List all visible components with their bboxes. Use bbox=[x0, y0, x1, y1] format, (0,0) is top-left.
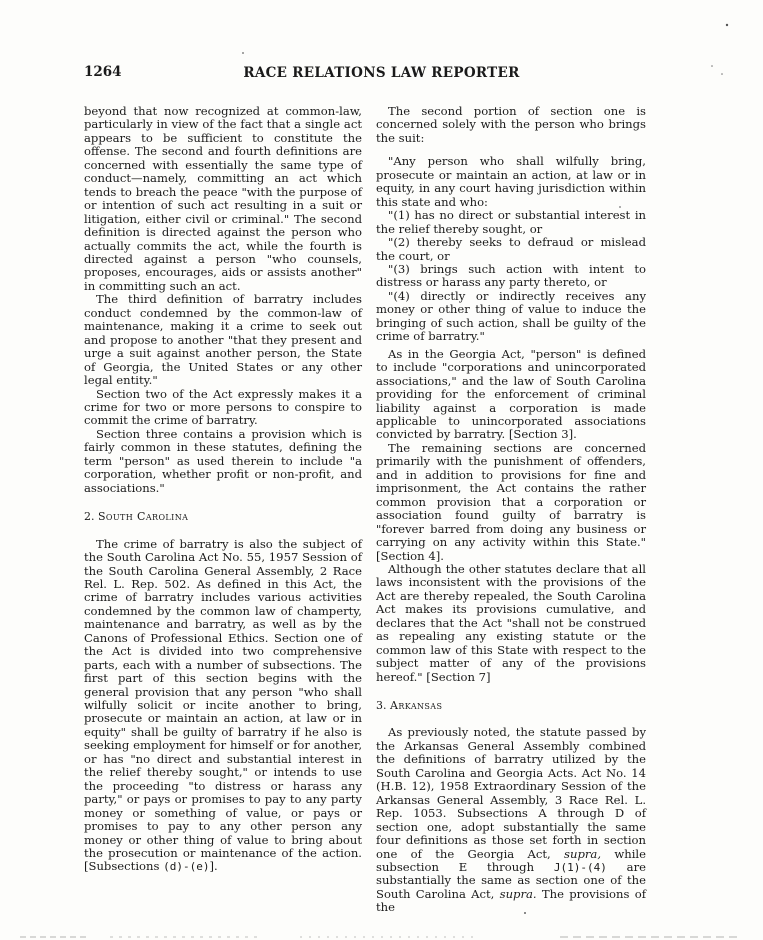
paragraph-text: As previously noted, the statute passed by the Arkansas General Assembly combined the definitions of barratry utilized by the South Carolina and Georgia Acts. Act No. 14 (H.B. 12), 1958 Extraordinary Session of the Arkansas General Assembly, 3 Race Rel. L. Rep. 1053. Subsections A through D of section one, adopt substantially the same four definitions as those set forth in section one of the Georgia Act, bbox=[376, 725, 646, 861]
paragraph: The remaining sections are concerned primarily with the punishment of offenders, and in addition to provisions for fine and imprisonment, the Act contains the rather common provision that a corporation or association found guilty of barratry is "forever barred from doing any business or carrying on any activity within this State." [Section 4]. bbox=[376, 440, 646, 563]
paragraph: Although the other statutes declare that all laws inconsistent with the provisions of the Act are thereby repealed, the South Carolina Act makes its provisions cumulative, and declares that the Act "shall not be construed as repealing any existing statute or the common law of this State with respect to the subject matter of any of the provisions hereof." [Section 7] bbox=[376, 561, 646, 684]
paragraph-text: while subsection E through bbox=[376, 846, 646, 875]
scan-speck bbox=[726, 24, 728, 26]
running-title: RACE RELATIONS LAW REPORTER bbox=[243, 65, 520, 81]
paragraph: Section two of the Act expressly makes it a crime for two or more persons to conspire to commit the crime of barratry. bbox=[84, 386, 362, 428]
block-quote bbox=[376, 155, 646, 343]
paragraph: beyond that now recognized at common-law, particularly in view of the fact that a single act appears to be sufficient to constitute the offense. The second and fourth definitions are concerned with essentially the same type of conduct—namely, committing an act which tends to breach the peace "with the purpose of or intention of such act resulting in a suit or litigation, either civil or criminal." The second definition is directed against the person who actually commits the act, while the fourth is directed against a person "who counsels, proposes, encourages, aids or assists another" in committing such an act. bbox=[84, 104, 362, 293]
section-title: Arkansas bbox=[390, 699, 443, 713]
paragraph: As in the Georgia Act, "person" is defined to include "corporations and unincorporated associations," and the law of South Carolina providing for the enforcement of criminal liability against a corporation is made applicable to unincorporated associations convicted by barratry. [Section 3]. bbox=[376, 346, 646, 442]
paragraph-text: The crime of barratry is also the subject of the South Carolina Act No. 55, 1957 Session of the South Carolina General Assembly, 2 Race Rel. L. Rep. 502. As defined in this Act, the crime of barratry includes various activities condemned by the common law of champerty, maintenance and barratry, as well as by the Canons of Professional Ethics. Section one of the Act is divided into two comprehensive parts, each with a number of subsections. The first part of this section begins with the general provision that any person "who shall wilfully solicit or incite another to bring, prosecute or maintain an action, at law or in equity" shall be guilty of barratry if he also is seeking employment for himself or for another, or has "no direct and substantial interest in the relief thereby sought," or intends to use the proceeding "to distress or harass any party," or pays or promises to pay to any party money or something of value, or pays or promises to pay to any other person any money or other thing of value to bring about the prosecution or maintenance of the action. [Subsections bbox=[84, 536, 362, 874]
quote-item: "(1) has no direct or substantial interest in the relief thereby sought, or bbox=[376, 208, 646, 236]
quote-item: "(2) thereby seeks to defraud or mislead the court, or bbox=[376, 235, 646, 263]
paragraph-text: are substantially the same as section one of the South Carolina Act, bbox=[376, 860, 646, 901]
paragraph-text: The provisions of the bbox=[376, 886, 646, 915]
paragraph: Section three contains a provision which is fairly common in these statutes, defining the term "person" as used therein to include "a corporation, whether profit or non-profit, and associations." bbox=[84, 426, 362, 495]
section-heading bbox=[376, 699, 646, 712]
paragraph bbox=[84, 538, 362, 874]
subsection-reference: J(1)-(4) bbox=[553, 861, 607, 875]
paragraph: The third definition of barratry includes conduct condemned by the common-law of maintenance, making it a crime to seek out and propose to another "that they present and urge a suit against another person, the State of Georgia, the United States or any other legal entity." bbox=[84, 292, 362, 388]
section-number: 2. bbox=[84, 510, 95, 524]
section-number: 3. bbox=[376, 699, 387, 713]
quote-paragraph: "Any person who shall wilfully bring, prosecute or maintain an action, at law or in equity, in any court having jurisdiction within this state and who: bbox=[376, 154, 646, 209]
scan-speck bbox=[242, 52, 244, 54]
right-column bbox=[376, 105, 646, 915]
paragraph bbox=[376, 726, 646, 914]
quote-item: "(4) directly or indirectly receives any money or other thing of value to induce the bringing of such action, shall be guilty of the crime of barratry." bbox=[376, 288, 646, 344]
citation-supra: supra. bbox=[499, 886, 537, 901]
paragraph: The second portion of section one is concerned solely with the person who brings the suit: bbox=[376, 104, 646, 145]
section-heading bbox=[84, 510, 362, 523]
quote-item: "(3) brings such action with intent to distress or harass any party thereto, or bbox=[376, 261, 646, 290]
section-title: South Carolina bbox=[98, 510, 189, 524]
subsection-reference: (d)-(e) bbox=[163, 860, 210, 874]
left-column bbox=[84, 105, 362, 874]
paragraph-text: ]. bbox=[209, 859, 218, 874]
page-number: 1264 bbox=[84, 64, 122, 80]
citation-supra: supra, bbox=[564, 846, 602, 861]
